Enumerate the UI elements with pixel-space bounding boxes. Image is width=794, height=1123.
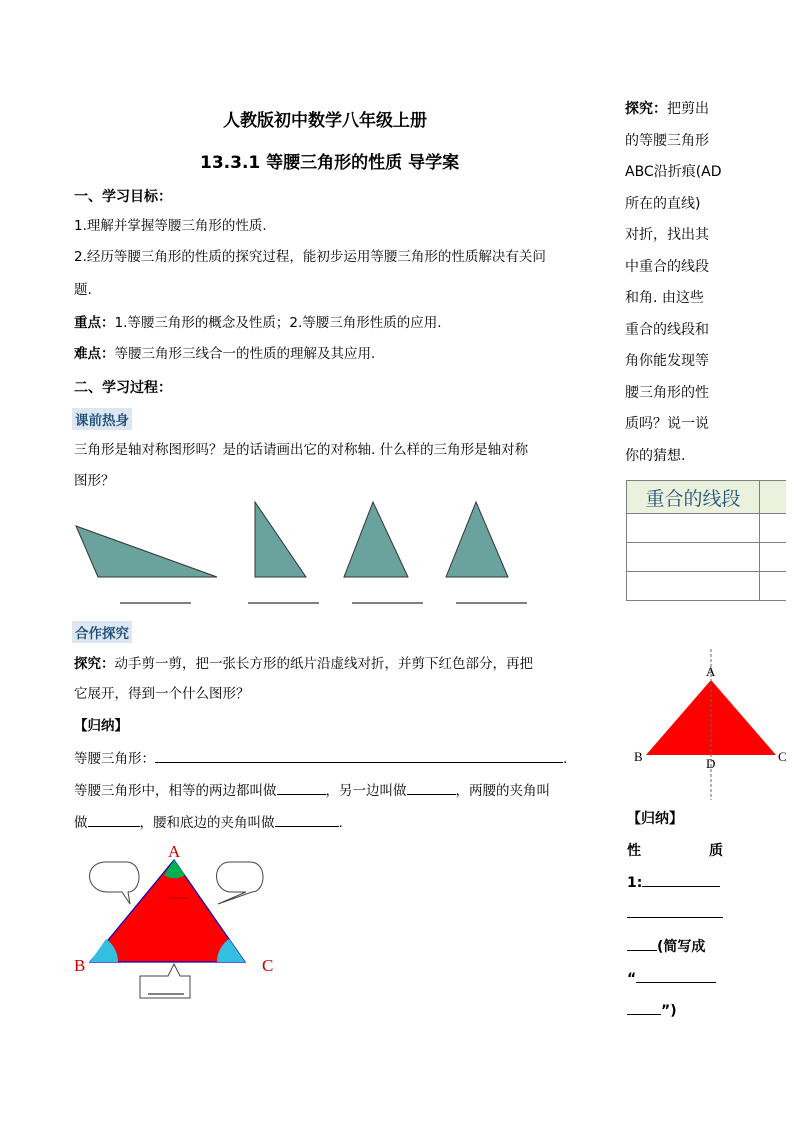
table-cell[interactable] <box>627 514 760 543</box>
side-line-7: 和角. 由这些 <box>625 290 704 306</box>
warmup-tag: 课前热身 <box>72 408 132 430</box>
coincident-table <box>626 480 786 601</box>
definition-end: . <box>563 751 568 767</box>
side-line-5: 对折，找出其 <box>625 227 709 243</box>
callout-bubble-bottom <box>140 964 190 998</box>
difficult-points <box>74 344 375 364</box>
right-triangle <box>255 502 306 577</box>
explore-label: 探究： <box>74 656 115 672</box>
diff-text: 等腰三角形三线合一的性质的理解及其应用. <box>114 346 376 362</box>
side-line-6: 中重合的线段 <box>625 258 709 275</box>
parts-text-2: ，另一边叫做 <box>325 783 407 799</box>
goal-2-cont: 题. <box>74 282 92 298</box>
goal-1: 1.理解并掌握等腰三角形的性质. <box>74 218 267 234</box>
property-heading <box>627 836 723 868</box>
side-line-3: ABC沿折痕(AD <box>625 164 722 180</box>
side-line-2: 的等腰三角形 <box>625 132 709 149</box>
parts-line <box>74 780 550 801</box>
side-explore-label: 探究： <box>625 101 667 117</box>
side-line-11: 质吗？说一说 <box>625 416 709 432</box>
diff-label: 难点： <box>74 346 115 362</box>
base-blank[interactable] <box>407 780 456 795</box>
parts-text-4: 做 <box>74 815 88 831</box>
quote-open: “ <box>627 971 637 987</box>
warmup-question: 三角形是轴对称图形吗？是的话请画出它的对称轴. 什么样的三角形是轴对称 <box>74 442 529 458</box>
explore-body: 动手剪一剪，把一张长方形的纸片沿虚线对折，并剪下红色部分，再把 <box>114 656 533 672</box>
leg-blank[interactable] <box>277 780 326 795</box>
table-cell[interactable] <box>760 543 787 572</box>
table-cell[interactable] <box>760 572 787 601</box>
lesson-title: 13.3.1 等腰三角形的性质 导学案 <box>200 153 460 173</box>
side-line-8: 重合的线段和 <box>625 321 709 338</box>
side-line-4: 所在的直线) <box>625 195 701 212</box>
summary-label: 【归纳】 <box>74 718 128 734</box>
table-header-segments: 重合的线段 <box>627 481 760 514</box>
definition-line <box>74 748 567 769</box>
property-blank-4[interactable] <box>636 968 716 983</box>
property-1-line <box>627 868 720 900</box>
parts-text-5: ，腰和底边的夹角叫做 <box>139 815 275 831</box>
obtuse-triangle <box>76 526 217 577</box>
table-cell[interactable] <box>627 572 760 601</box>
fold-triangle-figure <box>628 645 794 805</box>
property-number: 1: <box>627 875 643 891</box>
explore-text-cont: 它展开，得到一个什么图形？ <box>74 686 250 702</box>
property-blank-5[interactable] <box>627 1000 661 1015</box>
triangles-figure <box>70 498 540 608</box>
label-C: C <box>262 956 274 975</box>
isosceles-triangle <box>446 502 508 577</box>
key-points <box>74 313 442 333</box>
side-explore-text <box>625 94 722 472</box>
side-line-9: 角你能发现等 <box>625 353 709 369</box>
section-process: 二、学习过程： <box>74 380 172 396</box>
property-quote-end <box>627 996 677 1028</box>
label-A: A <box>168 842 181 861</box>
explore-text <box>74 654 533 674</box>
property-blank-3[interactable] <box>627 936 657 951</box>
definition-label: 等腰三角形： <box>74 751 155 767</box>
parts-text-3: ，两腰的夹角叫 <box>455 783 550 799</box>
label-B: B <box>74 956 86 975</box>
cooperative-tag: 合作探究 <box>72 621 132 643</box>
property-char-2: 质 <box>709 843 723 859</box>
fold-label-A: A <box>706 664 716 679</box>
property-blank-2[interactable] <box>627 917 723 918</box>
property-short-label: (简写成 <box>657 939 706 955</box>
fold-label-D: D <box>706 756 716 771</box>
table-header-angles <box>760 481 787 514</box>
section-objectives: 一、学习目标： <box>74 189 172 205</box>
fold-label-C: C <box>778 749 787 764</box>
definition-blank[interactable] <box>155 748 563 763</box>
table-cell[interactable] <box>627 543 760 572</box>
parts-line-2 <box>74 812 343 833</box>
property-blank-1[interactable] <box>642 872 720 887</box>
side-line-12: 你的猜想. <box>625 447 686 464</box>
side-summary-label: 【归纳】 <box>627 811 683 827</box>
fold-label-B: B <box>634 749 643 764</box>
parts-text-6: . <box>338 815 343 831</box>
side-line-10: 腰三角形的性 <box>625 384 709 401</box>
callout-bubble-left <box>90 862 140 904</box>
page-title: 人教版初中数学八年级上册 <box>223 111 427 131</box>
scalene-triangle <box>344 502 408 577</box>
callout-bubble-right <box>217 862 264 904</box>
key-text: 1.等腰三角形的概念及性质；2.等腰三角形性质的应用. <box>114 315 442 331</box>
property-short-line <box>627 932 705 964</box>
base-angle-blank[interactable] <box>275 812 339 827</box>
warmup-question-cont: 图形？ <box>74 473 115 489</box>
quote-close: ”) <box>661 1003 677 1019</box>
parts-text-1: 等腰三角形中，相等的两边都叫做 <box>74 783 277 799</box>
triangle-parts-figure <box>70 838 290 1008</box>
key-label: 重点： <box>74 315 115 331</box>
property-quote-line <box>627 964 716 996</box>
table-cell[interactable] <box>760 514 787 543</box>
property-char-1: 性 <box>627 843 641 859</box>
vertex-angle-blank[interactable] <box>88 812 140 827</box>
side-line-1: 探究：把剪出 <box>625 101 709 117</box>
goal-2: 2.经历等腰三角形的性质的探究过程，能初步运用等腰三角形的性质解决有关问 <box>74 249 546 265</box>
